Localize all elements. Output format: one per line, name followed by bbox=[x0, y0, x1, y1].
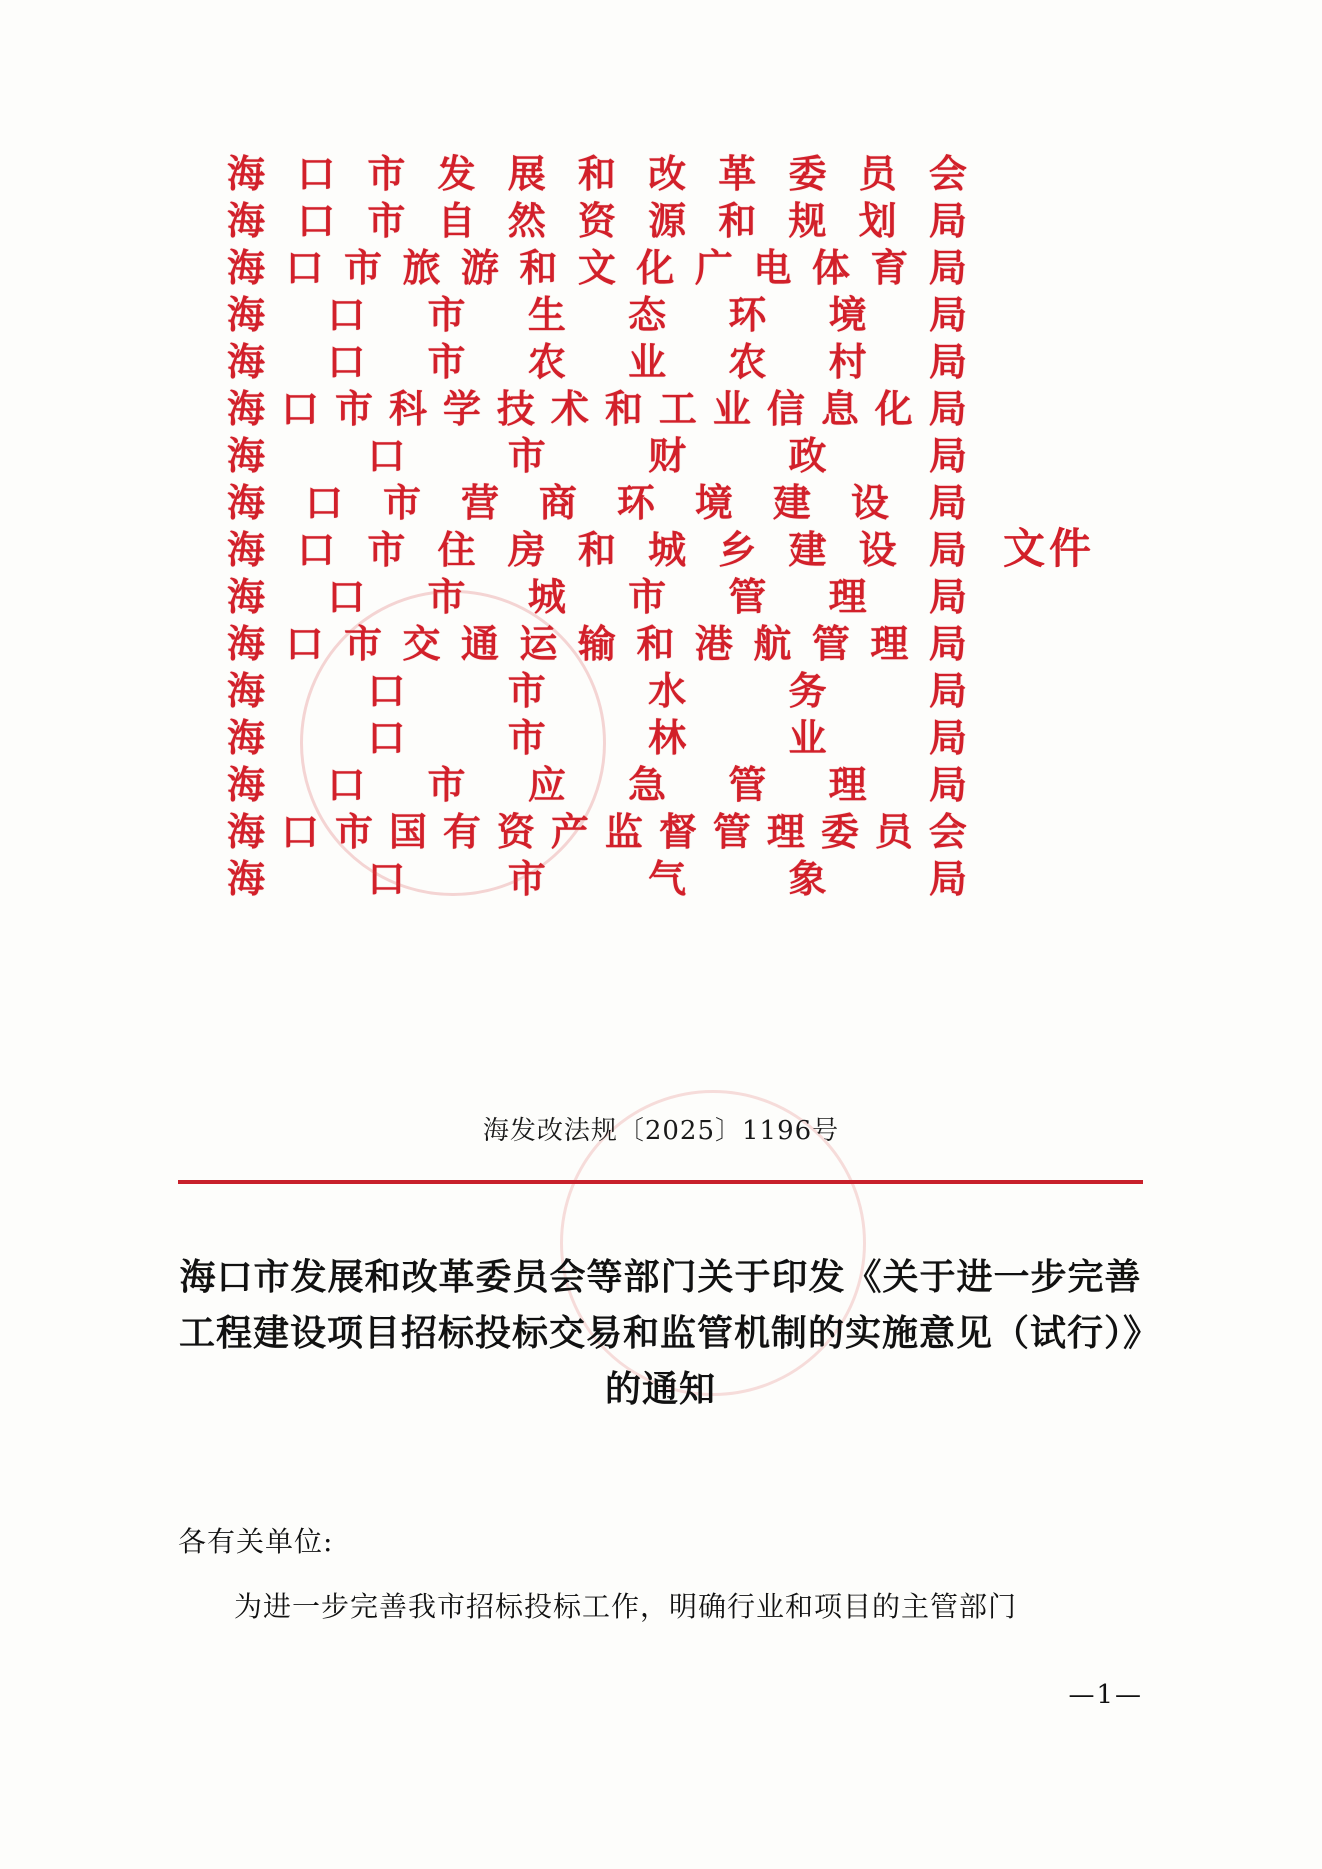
agency-glyph: 发 bbox=[437, 150, 476, 196]
agency-glyph: 和 bbox=[519, 244, 558, 290]
agency-glyph: 和 bbox=[718, 197, 757, 243]
agency-glyph: 设 bbox=[858, 526, 897, 572]
agency-glyph: 口 bbox=[297, 150, 336, 196]
agency-glyph: 员 bbox=[874, 808, 913, 854]
agency-glyph: 生 bbox=[527, 291, 566, 337]
agency-glyph: 口 bbox=[297, 526, 336, 572]
agency-glyph: 口 bbox=[280, 808, 319, 854]
agency-glyph: 工 bbox=[658, 385, 697, 431]
agency-line bbox=[227, 573, 967, 620]
agency-glyph: 和 bbox=[604, 385, 643, 431]
agency-glyph: 展 bbox=[507, 150, 546, 196]
agency-glyph: 海 bbox=[226, 197, 265, 243]
red-separator-rule bbox=[178, 1180, 1143, 1184]
agency-glyph: 资 bbox=[496, 808, 535, 854]
agency-glyph: 局 bbox=[928, 197, 967, 243]
agency-glyph: 局 bbox=[928, 620, 967, 666]
agency-line bbox=[227, 338, 967, 385]
agency-glyph: 管 bbox=[728, 761, 767, 807]
agency-glyph: 划 bbox=[858, 197, 897, 243]
agency-glyph: 乡 bbox=[718, 526, 757, 572]
agency-glyph: 海 bbox=[226, 855, 265, 901]
agency-glyph: 海 bbox=[226, 291, 265, 337]
agency-line bbox=[227, 385, 967, 432]
agency-glyph: 委 bbox=[788, 150, 827, 196]
agency-glyph: 环 bbox=[728, 291, 767, 337]
document-word-label: 文件 bbox=[1002, 524, 1095, 573]
agency-glyph: 农 bbox=[527, 338, 566, 384]
agency-glyph: 村 bbox=[828, 338, 867, 384]
agency-glyph: 市 bbox=[628, 573, 667, 619]
agency-glyph: 境 bbox=[694, 479, 733, 525]
agency-glyph: 市 bbox=[334, 385, 373, 431]
agency-glyph: 国 bbox=[388, 808, 427, 854]
agency-glyph: 局 bbox=[928, 432, 967, 478]
agency-line bbox=[227, 714, 967, 761]
agency-glyph: 学 bbox=[442, 385, 481, 431]
agency-glyph: 市 bbox=[334, 808, 373, 854]
agency-line bbox=[227, 291, 967, 338]
agency-line bbox=[227, 526, 967, 573]
agency-line bbox=[227, 479, 967, 526]
agency-glyph: 口 bbox=[327, 761, 366, 807]
agency-glyph: 业 bbox=[712, 385, 751, 431]
agency-glyph: 市 bbox=[367, 150, 406, 196]
agency-glyph: 海 bbox=[226, 714, 265, 760]
agency-glyph: 口 bbox=[367, 432, 406, 478]
agency-glyph: 会 bbox=[928, 150, 967, 196]
agency-glyph: 息 bbox=[820, 385, 859, 431]
agency-glyph: 林 bbox=[648, 714, 687, 760]
agency-glyph: 资 bbox=[577, 197, 616, 243]
body-paragraph: 为进一步完善我市招标投标工作，明确行业和项目的主管部门 bbox=[234, 1590, 1018, 1623]
agency-glyph: 气 bbox=[648, 855, 687, 901]
agency-glyph: 市 bbox=[507, 667, 546, 713]
agency-glyph: 局 bbox=[928, 667, 967, 713]
agency-glyph: 局 bbox=[928, 338, 967, 384]
agency-glyph: 海 bbox=[226, 761, 265, 807]
agency-glyph: 海 bbox=[226, 573, 265, 619]
agency-glyph: 象 bbox=[788, 855, 827, 901]
agency-glyph: 文 bbox=[577, 244, 616, 290]
agency-glyph: 通 bbox=[460, 620, 499, 666]
agency-glyph: 城 bbox=[527, 573, 566, 619]
agency-glyph: 建 bbox=[788, 526, 827, 572]
agency-glyph: 急 bbox=[628, 761, 667, 807]
agency-line bbox=[227, 150, 967, 197]
agency-glyph: 房 bbox=[507, 526, 546, 572]
agency-glyph: 输 bbox=[577, 620, 616, 666]
agency-glyph: 育 bbox=[870, 244, 909, 290]
agency-glyph: 环 bbox=[616, 479, 655, 525]
agency-glyph: 海 bbox=[226, 526, 265, 572]
document-number: 海发改法规〔2025〕1196号 bbox=[482, 1116, 840, 1146]
agency-glyph: 务 bbox=[788, 667, 827, 713]
agency-glyph: 海 bbox=[226, 244, 265, 290]
agency-glyph: 市 bbox=[343, 620, 382, 666]
agency-glyph: 术 bbox=[550, 385, 589, 431]
agency-glyph: 业 bbox=[788, 714, 827, 760]
agency-glyph: 督 bbox=[658, 808, 697, 854]
agency-glyph: 口 bbox=[297, 197, 336, 243]
agency-glyph: 信 bbox=[766, 385, 805, 431]
agency-glyph: 海 bbox=[226, 667, 265, 713]
agency-glyph: 监 bbox=[604, 808, 643, 854]
agency-glyph: 和 bbox=[577, 150, 616, 196]
agency-glyph: 农 bbox=[728, 338, 767, 384]
agency-glyph: 交 bbox=[402, 620, 441, 666]
agency-glyph: 市 bbox=[367, 197, 406, 243]
agency-glyph: 局 bbox=[928, 385, 967, 431]
agency-glyph: 口 bbox=[280, 385, 319, 431]
agency-glyph: 局 bbox=[928, 855, 967, 901]
agency-glyph: 海 bbox=[226, 150, 265, 196]
agency-glyph: 源 bbox=[648, 197, 687, 243]
agency-glyph: 会 bbox=[928, 808, 967, 854]
agency-glyph: 应 bbox=[527, 761, 566, 807]
agency-glyph: 委 bbox=[820, 808, 859, 854]
agency-glyph: 科 bbox=[388, 385, 427, 431]
salutation: 各有关单位: bbox=[178, 1525, 334, 1558]
agency-glyph: 局 bbox=[928, 526, 967, 572]
agency-glyph: 有 bbox=[442, 808, 481, 854]
agency-glyph: 产 bbox=[550, 808, 589, 854]
agency-glyph: 局 bbox=[928, 291, 967, 337]
agency-glyph: 设 bbox=[850, 479, 889, 525]
agency-glyph: 技 bbox=[496, 385, 535, 431]
agency-glyph: 局 bbox=[928, 714, 967, 760]
agency-glyph: 水 bbox=[648, 667, 687, 713]
agency-glyph: 口 bbox=[285, 244, 324, 290]
agency-glyph: 化 bbox=[636, 244, 675, 290]
agency-glyph: 政 bbox=[788, 432, 827, 478]
agency-line bbox=[227, 808, 967, 855]
agency-glyph: 境 bbox=[828, 291, 867, 337]
agency-glyph: 市 bbox=[382, 479, 421, 525]
agency-glyph: 理 bbox=[828, 573, 867, 619]
agency-line bbox=[227, 761, 967, 808]
agency-glyph: 局 bbox=[928, 244, 967, 290]
agency-glyph: 管 bbox=[728, 573, 767, 619]
agency-glyph: 海 bbox=[226, 808, 265, 854]
agency-glyph: 港 bbox=[694, 620, 733, 666]
agency-glyph: 市 bbox=[367, 526, 406, 572]
agency-name-block bbox=[227, 150, 967, 902]
document-title: 海口市发展和改革委员会等部门关于印发《关于进一步完善工程建设项目招标投标交易和监管机制的实施意见（试行）》的通知 bbox=[178, 1256, 1142, 1410]
agency-glyph: 市 bbox=[427, 573, 466, 619]
agency-glyph: 海 bbox=[226, 432, 265, 478]
agency-glyph: 海 bbox=[226, 620, 265, 666]
agency-glyph: 口 bbox=[327, 338, 366, 384]
agency-glyph: 革 bbox=[718, 150, 757, 196]
agency-glyph: 改 bbox=[648, 150, 687, 196]
agency-glyph: 城 bbox=[648, 526, 687, 572]
agency-line bbox=[227, 432, 967, 479]
agency-glyph: 管 bbox=[712, 808, 751, 854]
agency-glyph: 理 bbox=[870, 620, 909, 666]
agency-glyph: 建 bbox=[772, 479, 811, 525]
agency-glyph: 航 bbox=[753, 620, 792, 666]
agency-glyph: 和 bbox=[577, 526, 616, 572]
agency-glyph: 业 bbox=[628, 338, 667, 384]
agency-glyph: 海 bbox=[226, 385, 265, 431]
agency-glyph: 市 bbox=[507, 855, 546, 901]
agency-glyph: 口 bbox=[367, 667, 406, 713]
agency-glyph: 旅 bbox=[402, 244, 441, 290]
agency-glyph: 员 bbox=[858, 150, 897, 196]
agency-glyph: 口 bbox=[285, 620, 324, 666]
agency-glyph: 市 bbox=[427, 761, 466, 807]
agency-glyph: 态 bbox=[628, 291, 667, 337]
agency-glyph: 市 bbox=[427, 338, 466, 384]
agency-glyph: 然 bbox=[507, 197, 546, 243]
agency-glyph: 海 bbox=[226, 479, 265, 525]
agency-glyph: 口 bbox=[327, 573, 366, 619]
agency-glyph: 市 bbox=[507, 432, 546, 478]
agency-glyph: 商 bbox=[538, 479, 577, 525]
agency-glyph: 口 bbox=[367, 855, 406, 901]
agency-glyph: 管 bbox=[811, 620, 850, 666]
agency-glyph: 市 bbox=[427, 291, 466, 337]
agency-glyph: 化 bbox=[874, 385, 913, 431]
agency-glyph: 市 bbox=[507, 714, 546, 760]
agency-glyph: 财 bbox=[648, 432, 687, 478]
agency-glyph: 规 bbox=[788, 197, 827, 243]
agency-glyph: 运 bbox=[519, 620, 558, 666]
agency-glyph: 和 bbox=[636, 620, 675, 666]
agency-glyph: 理 bbox=[766, 808, 805, 854]
agency-glyph: 营 bbox=[460, 479, 499, 525]
agency-glyph: 局 bbox=[928, 479, 967, 525]
agency-glyph: 局 bbox=[928, 761, 967, 807]
agency-glyph: 游 bbox=[460, 244, 499, 290]
agency-glyph: 住 bbox=[437, 526, 476, 572]
agency-line bbox=[227, 244, 967, 291]
agency-glyph: 口 bbox=[304, 479, 343, 525]
agency-glyph: 市 bbox=[343, 244, 382, 290]
agency-glyph: 电 bbox=[753, 244, 792, 290]
page-number: —1— bbox=[1068, 1680, 1143, 1710]
agency-line bbox=[227, 197, 967, 244]
agency-glyph: 理 bbox=[828, 761, 867, 807]
agency-glyph: 局 bbox=[928, 573, 967, 619]
agency-glyph: 广 bbox=[694, 244, 733, 290]
agency-glyph: 口 bbox=[367, 714, 406, 760]
agency-glyph: 海 bbox=[226, 338, 265, 384]
agency-line bbox=[227, 855, 967, 902]
agency-line bbox=[227, 620, 967, 667]
agency-line bbox=[227, 667, 967, 714]
agency-glyph: 口 bbox=[327, 291, 366, 337]
letterhead bbox=[0, 150, 1322, 902]
agency-glyph: 体 bbox=[811, 244, 850, 290]
agency-glyph: 自 bbox=[437, 197, 476, 243]
